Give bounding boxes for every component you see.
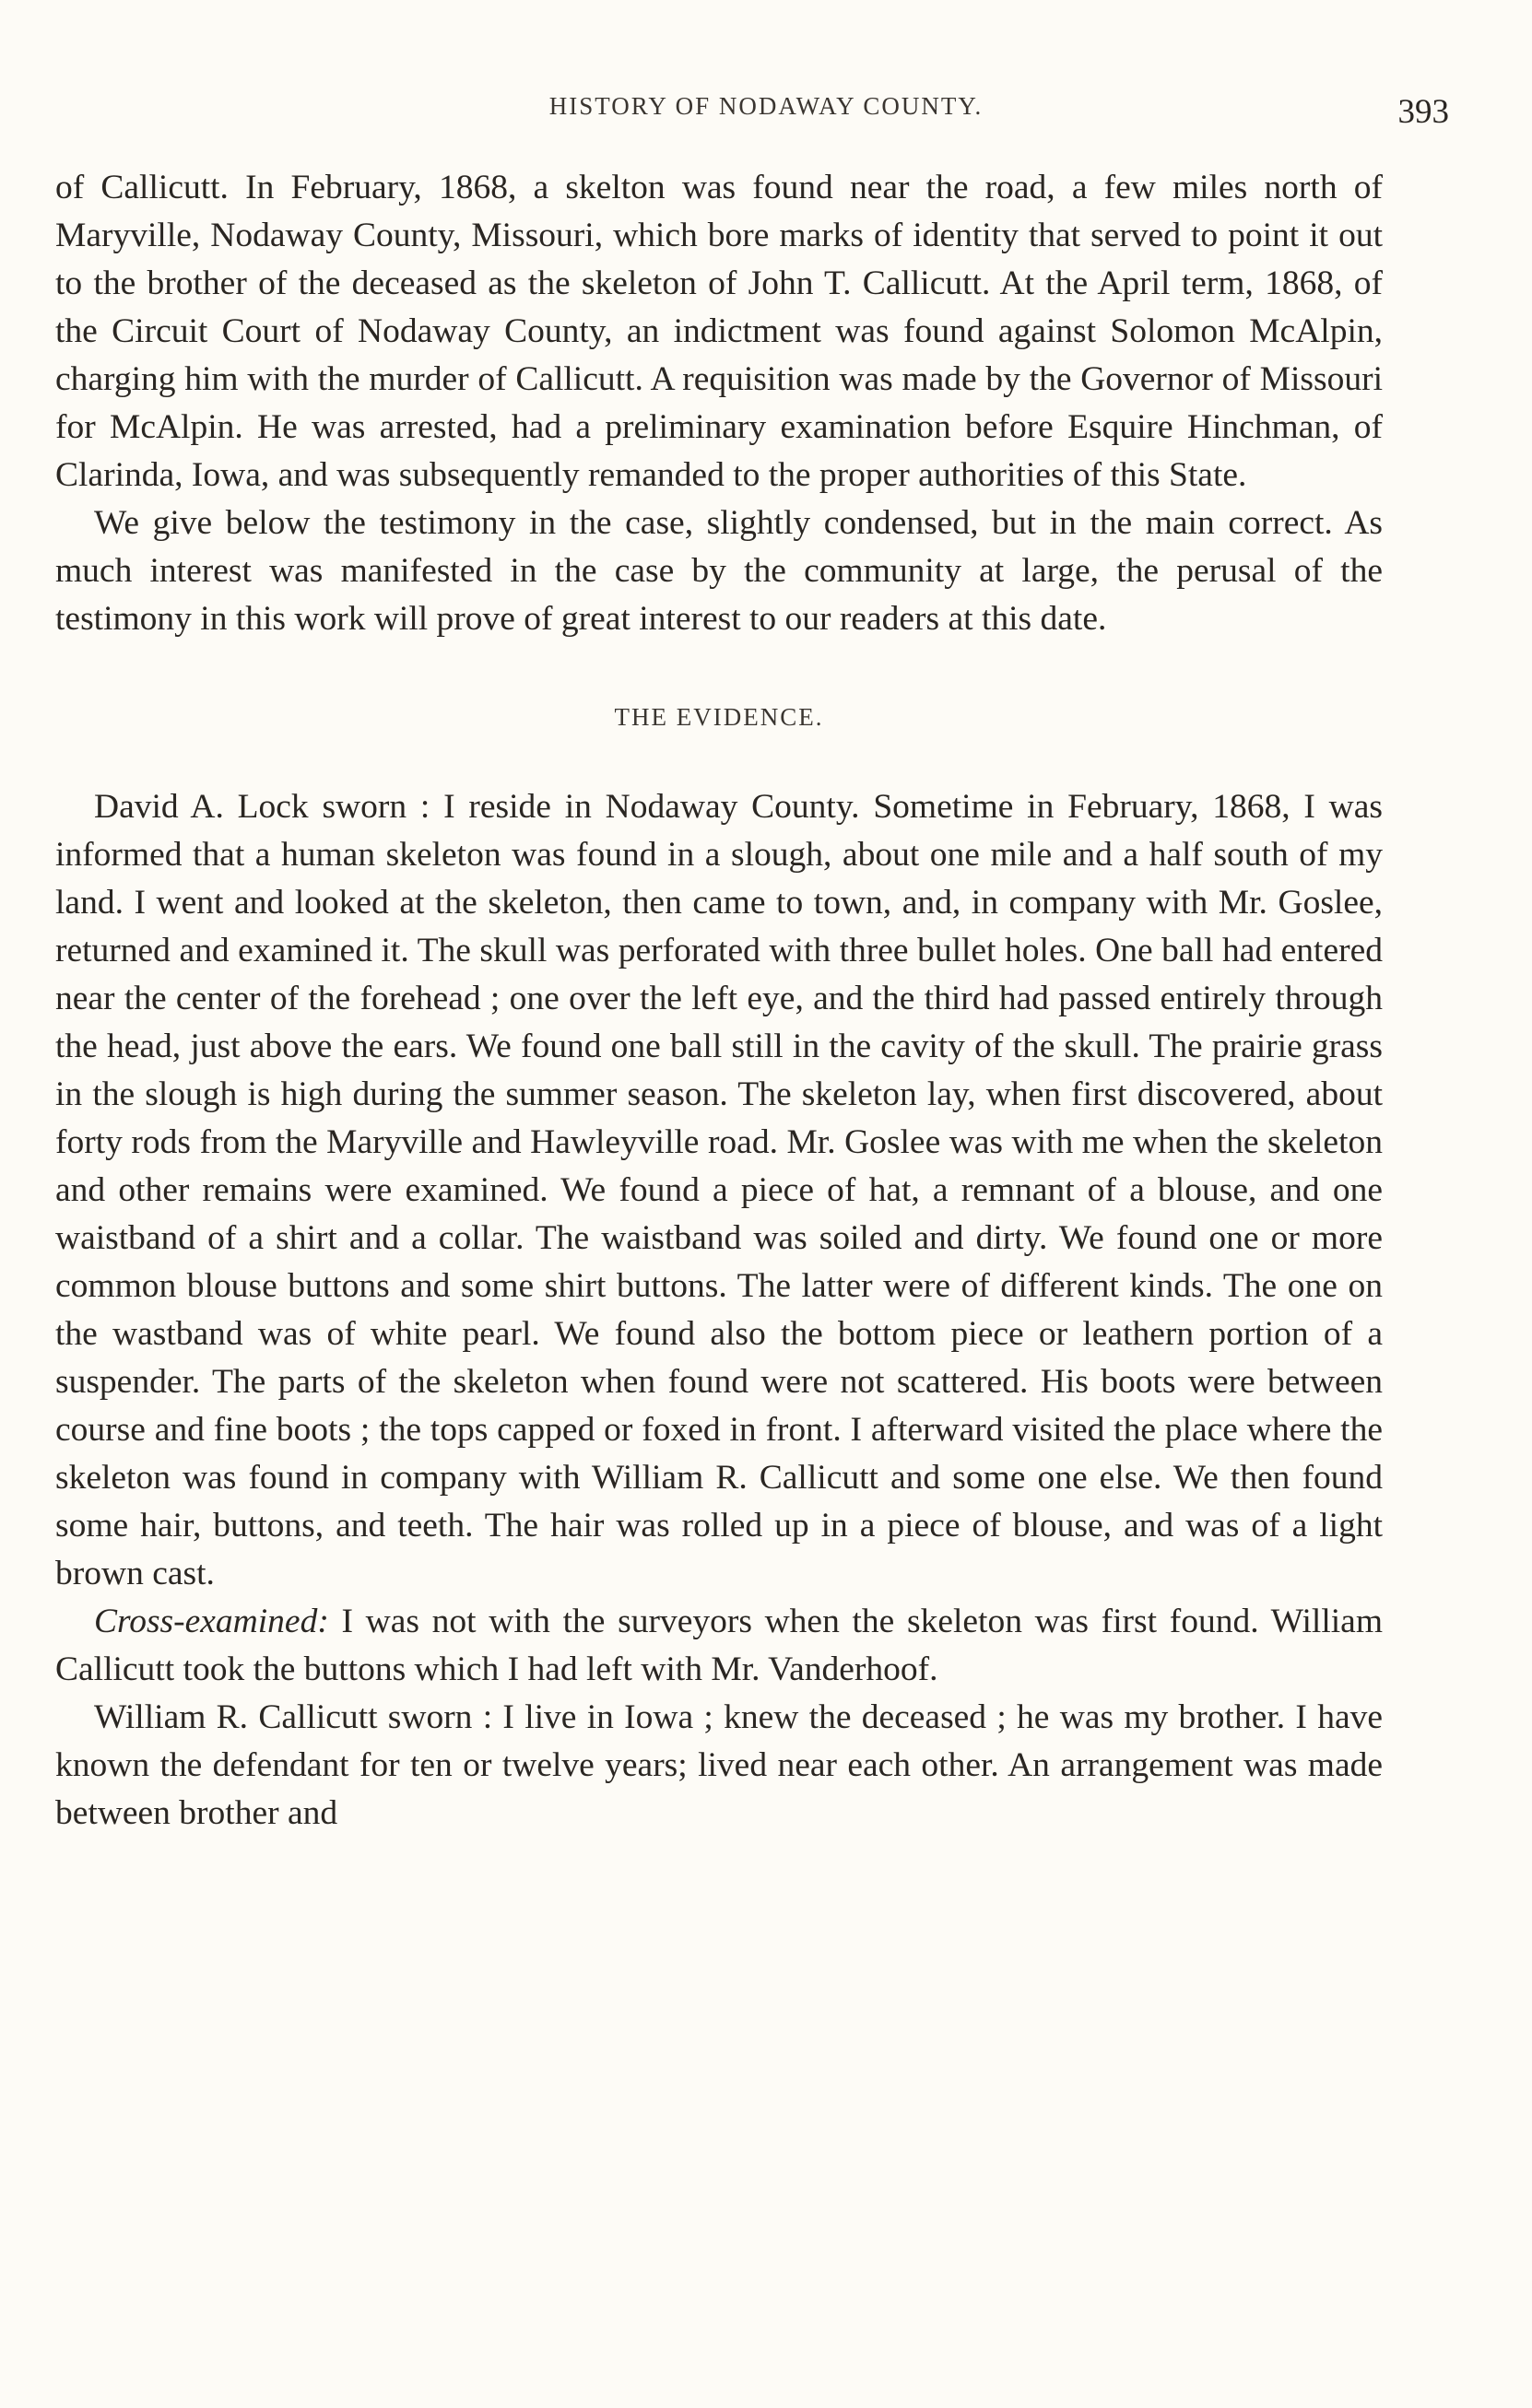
- section-heading: THE EVIDENCE.: [614, 703, 824, 731]
- body-text: [55, 164, 1383, 1838]
- paragraph-continuation: of Callicutt. In February, 1868, a skelton was found near the road, a few miles north of Maryville, Nodaway County, Missouri, which bore marks of identity that served to point it out to the brother of the deceased as the skeleton of John T. Callicutt. At the April term, 1868, of the Circuit Court of Nodaway County, an indictment was found against Solomon McAlpin, charging him with the murder of Callicutt. A requisition was made by the Governor of Missouri for McAlpin. He was arrested, had a preliminary examination before Esquire Hinchman, of Clarinda, Iowa, and was subsequently remanded to the proper authorities of this State.: [55, 169, 1383, 494]
- paragraph-callicutt-testimony: William R. Callicutt sworn : I live in Iowa ; knew the deceased ; he was my brother. I have known the defendant for ten or twelve years; lived near each other. An arrangement was made between brother and: [55, 1698, 1383, 1832]
- paragraph-lock-testimony: David A. Lock sworn : I reside in Nodaway County. Sometime in February, 1868, I was informed that a human skeleton was found in a slough, about one mile and a half south of my land. I went and looked at the skeleton, then came to town, and, in company with Mr. Goslee, returned and examined it. The skull was perforated with three bullet holes. One ball had entered near the center of the forehead ; one over the left eye, and the third had passed entirely through the head, just above the ears. We found one ball still in the cavity of the skull. The prairie grass in the slough is high during the summer season. The skeleton lay, when first discovered, about forty rods from the Maryville and Hawleyville road. Mr. Goslee was with me when the skeleton and other remains were examined. We found a piece of hat, a remnant of a blouse, and one waistband of a shirt and a collar. The waistband was soiled and dirty. We found one or more common blouse buttons and some shirt buttons. The latter were of different kinds. The one on the wastband was of white pearl. We found also the bottom piece or leathern portion of a suspender. The parts of the skeleton when found were not scattered. His boots were between course and fine boots ; the tops capped or foxed in front. I afterward visited the place where the skeleton was found in company with William R. Callicutt and some one else. We then found some hair, buttons, and teeth. The hair was rolled up in a piece of blouse, and was of a light brown cast.: [55, 788, 1383, 1592]
- cross-examined-label: Cross-examined:: [94, 1603, 329, 1640]
- page-number: 393: [1397, 93, 1449, 131]
- running-head: HISTORY OF NODAWAY COUNTY.: [548, 92, 984, 120]
- paragraph-intro-testimony: We give below the testimony in the case, slightly condensed, but in the main correct. As much interest was manifested in the case by the community at large, the perusal of the testimony in this work will prove of great interest to our readers at this date.: [55, 504, 1383, 638]
- paragraph-cross-examined: [55, 1598, 1383, 1694]
- cross-examined-text: I was not with the surveyors when the skeleton was first found. William Callicutt took the buttons which I had left with Mr. Vanderhoof.: [55, 1603, 1383, 1688]
